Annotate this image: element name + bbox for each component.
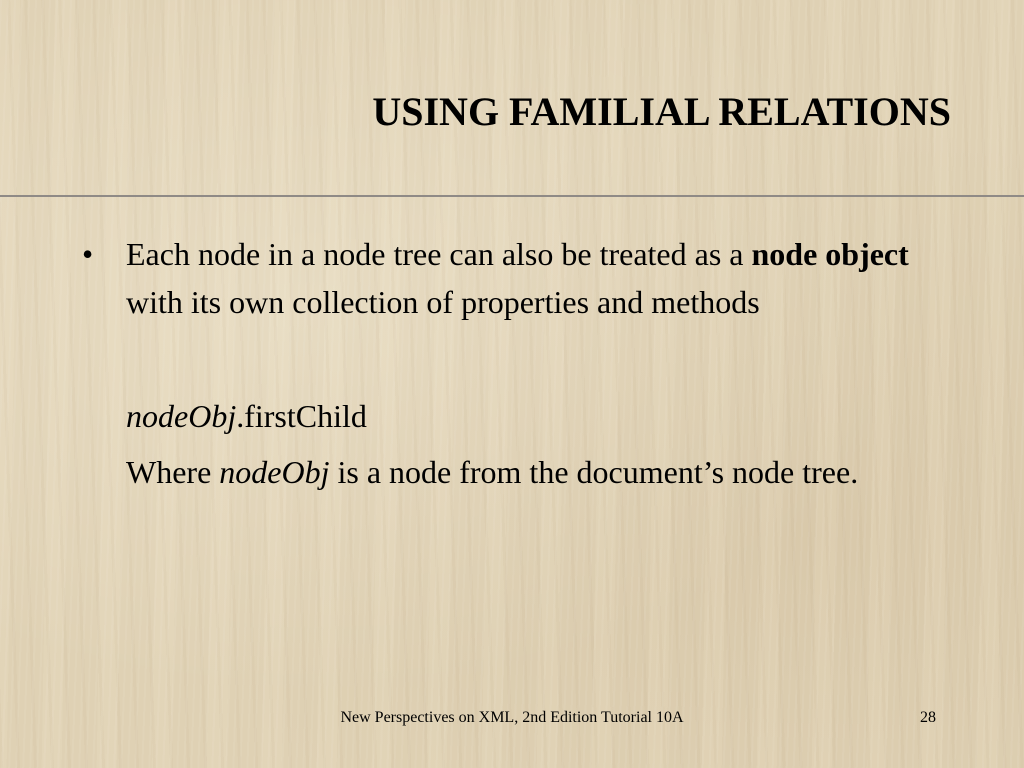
bullet-item	[78, 230, 938, 326]
where-prefix: Where	[126, 454, 220, 490]
bullet-text-after: with its own collection of properties and methods	[126, 284, 760, 320]
code-example	[78, 392, 938, 440]
page-number: 28	[920, 709, 936, 726]
code-object: nodeObj	[126, 398, 237, 434]
bullet-text-before: Each node in a node tree can also be treated as a	[126, 236, 752, 272]
where-explanation	[78, 448, 938, 496]
where-suffix: is a node from the document’s node tree.	[329, 454, 859, 490]
code-property: .firstChild	[236, 398, 367, 434]
slide-body	[78, 230, 938, 496]
where-italic-term: nodeObj	[219, 454, 330, 490]
bullet-icon: •	[82, 236, 94, 272]
footer-caption: New Perspectives on XML, 2nd Edition Tutorial 10A	[340, 709, 684, 726]
slide-title: USING FAMILIAL RELATIONS	[372, 89, 951, 134]
title-divider	[0, 195, 1024, 197]
bullet-bold-term: node object	[751, 236, 909, 272]
